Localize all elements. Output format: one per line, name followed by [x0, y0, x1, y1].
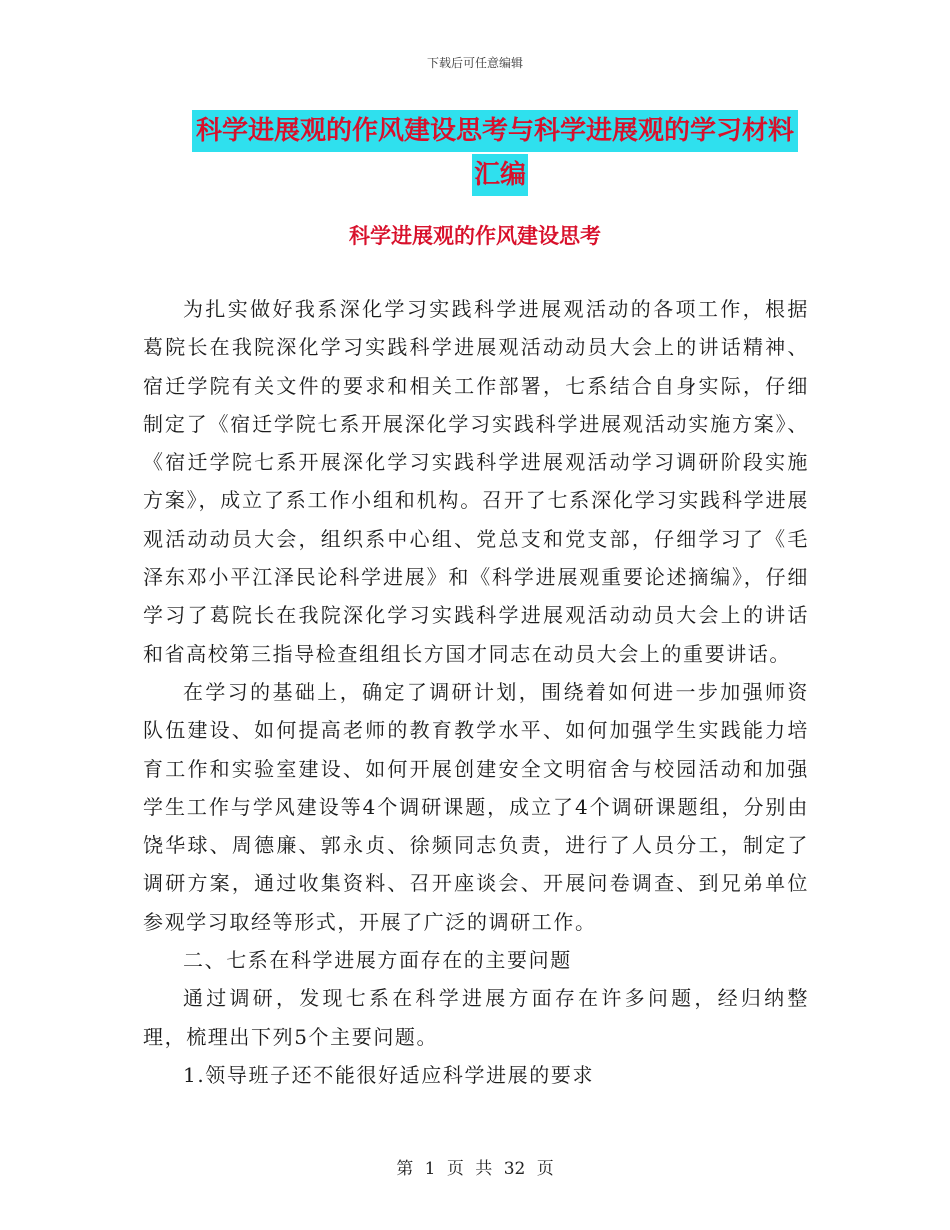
document-title-line-2: 汇编: [472, 154, 528, 196]
section-title: 科学进展观的作风建设思考: [349, 224, 601, 248]
numbered-item: 1.领导班子还不能很好适应科学进展的要求: [183, 1062, 595, 1087]
page-number-footer: 第 1 页 共 32 页: [396, 1159, 554, 1179]
paragraph: 通过调研，发现七系在科学进展方面存在许多问题，经归纳整理，梳理出下列5个主要问题。: [143, 986, 809, 1049]
document-body: [143, 290, 809, 1094]
paragraph: 在学习的基础上，确定了调研计划，围绕着如何进一步加强师资队伍建设、如何提高老师的教育教学水平、如何加强学生实践能力培育工作和实验室建设、如何开展创建安全文明宿舍与校园活动和加强学生工作与学风建设等4个调研课题，成立了4个调研课题组，分别由饶华球、周德廉、郭永贞、徐频同志负责，进行了人员分工，制定了调研方案，通过收集资料、召开座谈会、开展问卷调查、到兄弟单位参观学习取经等形式，开展了广泛的调研工作。: [143, 679, 809, 934]
paragraph: 为扎实做好我系深化学习实践科学进展观活动的各项工作，根据葛院长在我院深化学习实践科学进展观活动动员大会上的讲话精神、宿迁学院有关文件的要求和相关工作部署，七系结合自身实际，仔细制定了《宿迁学院七系开展深化学习实践科学进展观活动实施方案》、《宿迁学院七系开展深化学习实践科学进展观活动学习调研阶段实施方案》，成立了系工作小组和机构。召开了七系深化学习实践科学进展观活动动员大会，组织系中心组、党总支和党支部，仔细学习了《毛泽东邓小平江泽民论科学进展》和《科学进展观重要论述摘编》，仔细学习了葛院长在我院深化学习实践科学进展观活动动员大会上的讲话和省高校第三指导检查组组长方国才同志在动员大会上的重要讲话。: [143, 297, 809, 666]
document-title-line-1: 科学进展观的作风建设思考与科学进展观的学习材料: [192, 110, 798, 152]
header-note: 下载后可任意编辑: [426, 56, 523, 70]
heading-paragraph: 二、七系在科学进展方面存在的主要问题: [183, 948, 572, 973]
